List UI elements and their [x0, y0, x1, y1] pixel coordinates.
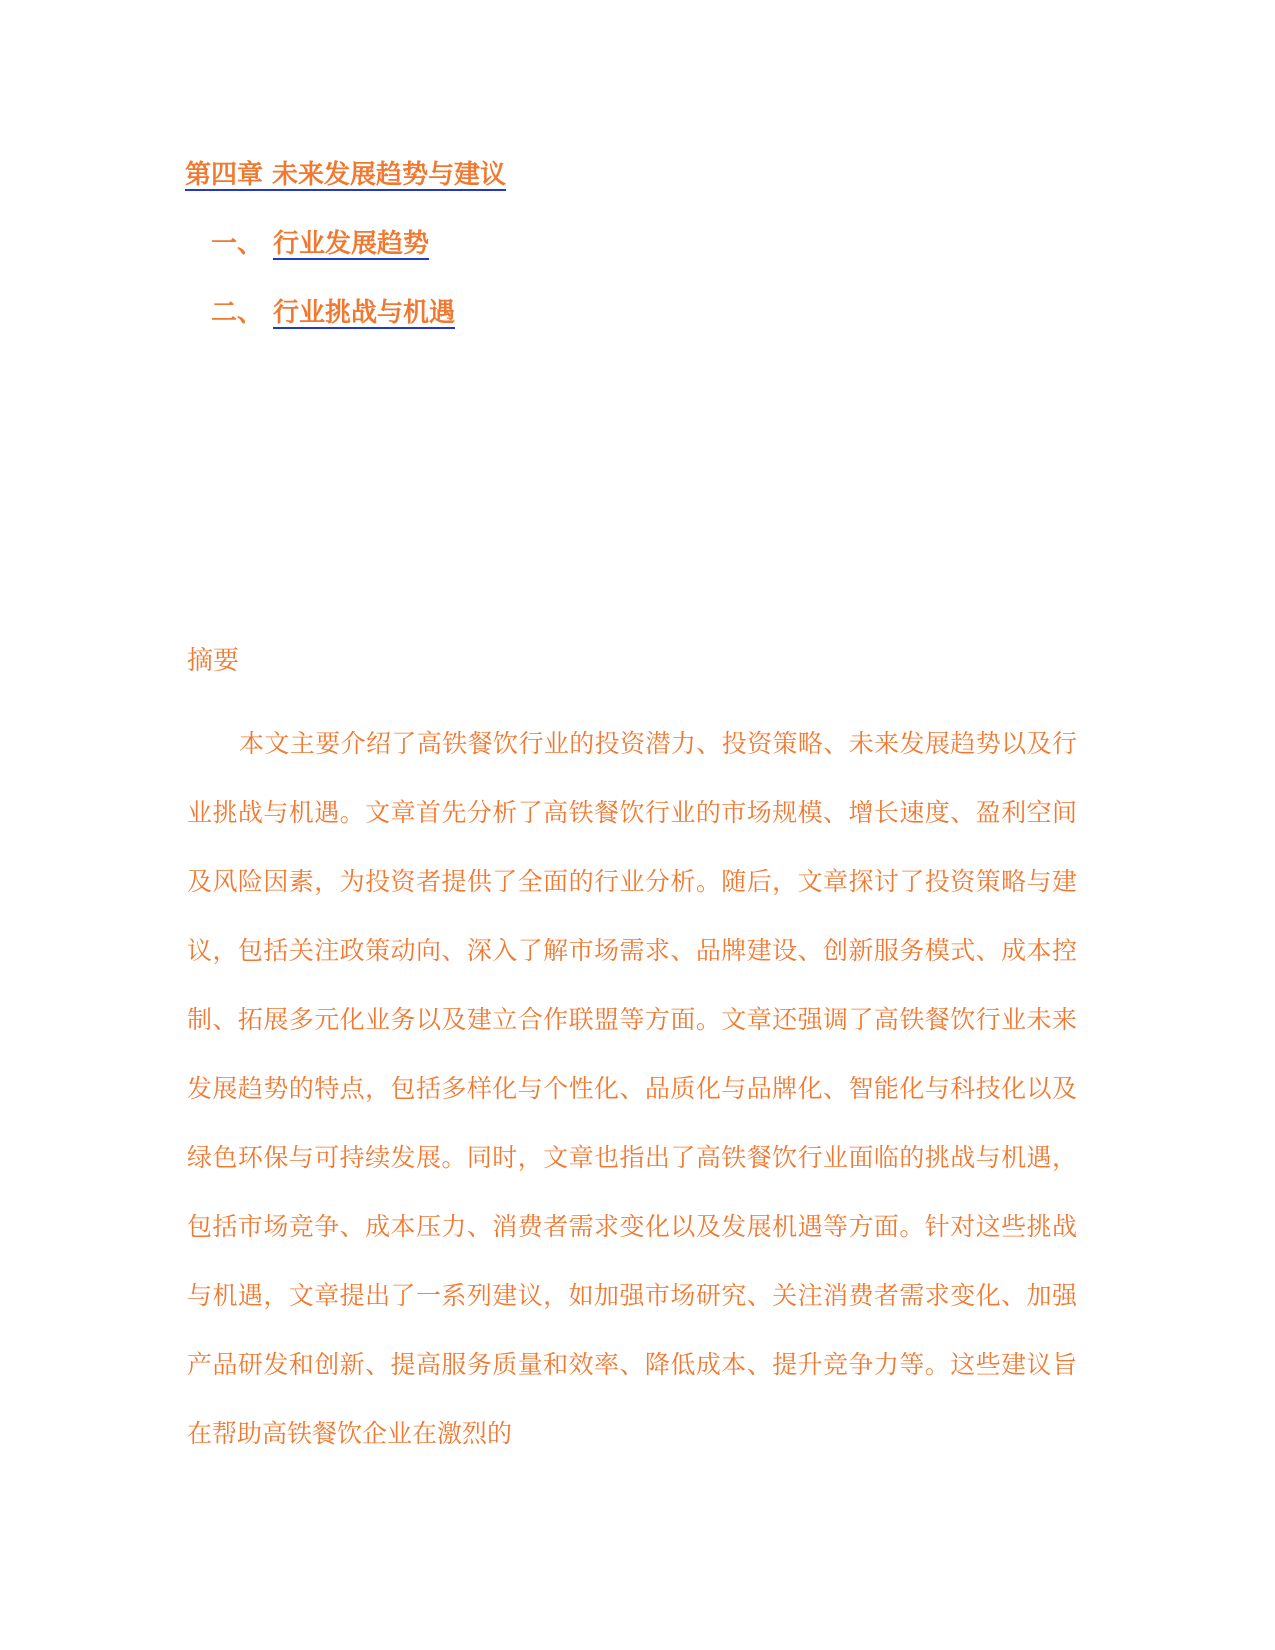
toc-chapter-title: 第四章 未来发展趋势与建议 — [185, 160, 507, 190]
toc-section-title: 行业挑战与机遇 — [273, 298, 456, 328]
abstract-heading: 摘要 — [187, 646, 240, 676]
toc-section-title: 行业发展趋势 — [273, 229, 430, 259]
toc-link-industry-trends[interactable] — [211, 227, 429, 261]
abstract-body: 本文主要介绍了高铁餐饮行业的投资潜力、投资策略、未来发展趋势以及行业挑战与机遇。文章首先分析了高铁餐饮行业的市场规模、增长速度、盈利空间及风险因素，为投资者提供了全面的行业分析。随后，文章探讨了投资策略与建议，包括关注政策动向、深入了解市场需求、品牌建设、创新服务模式、成本控制、拓展多元化业务以及建立合作联盟等方面。文章还强调了高铁餐饮行业未来发展趋势的特点，包括多样化与个性化、品质化与品牌化、智能化与科技化以及绿色环保与可持续发展。同时，文章也指出了高铁餐饮行业面临的挑战与机遇，包括市场竞争、成本压力、消费者需求变化以及发展机遇等方面。针对这些挑战与机遇，文章提出了一系列建议，如加强市场研究、关注消费者需求变化、加强产品研发和创新、提高服务质量和效率、降低成本、提升竞争力等。这些建议旨在帮助高铁餐饮企业在激烈的 — [187, 729, 1077, 1448]
toc-section-number: 二、 — [211, 298, 264, 328]
toc-section-number: 一、 — [211, 229, 264, 259]
toc-link-challenges-opportunities[interactable] — [211, 296, 455, 330]
toc-link-chapter-4[interactable] — [185, 158, 506, 192]
